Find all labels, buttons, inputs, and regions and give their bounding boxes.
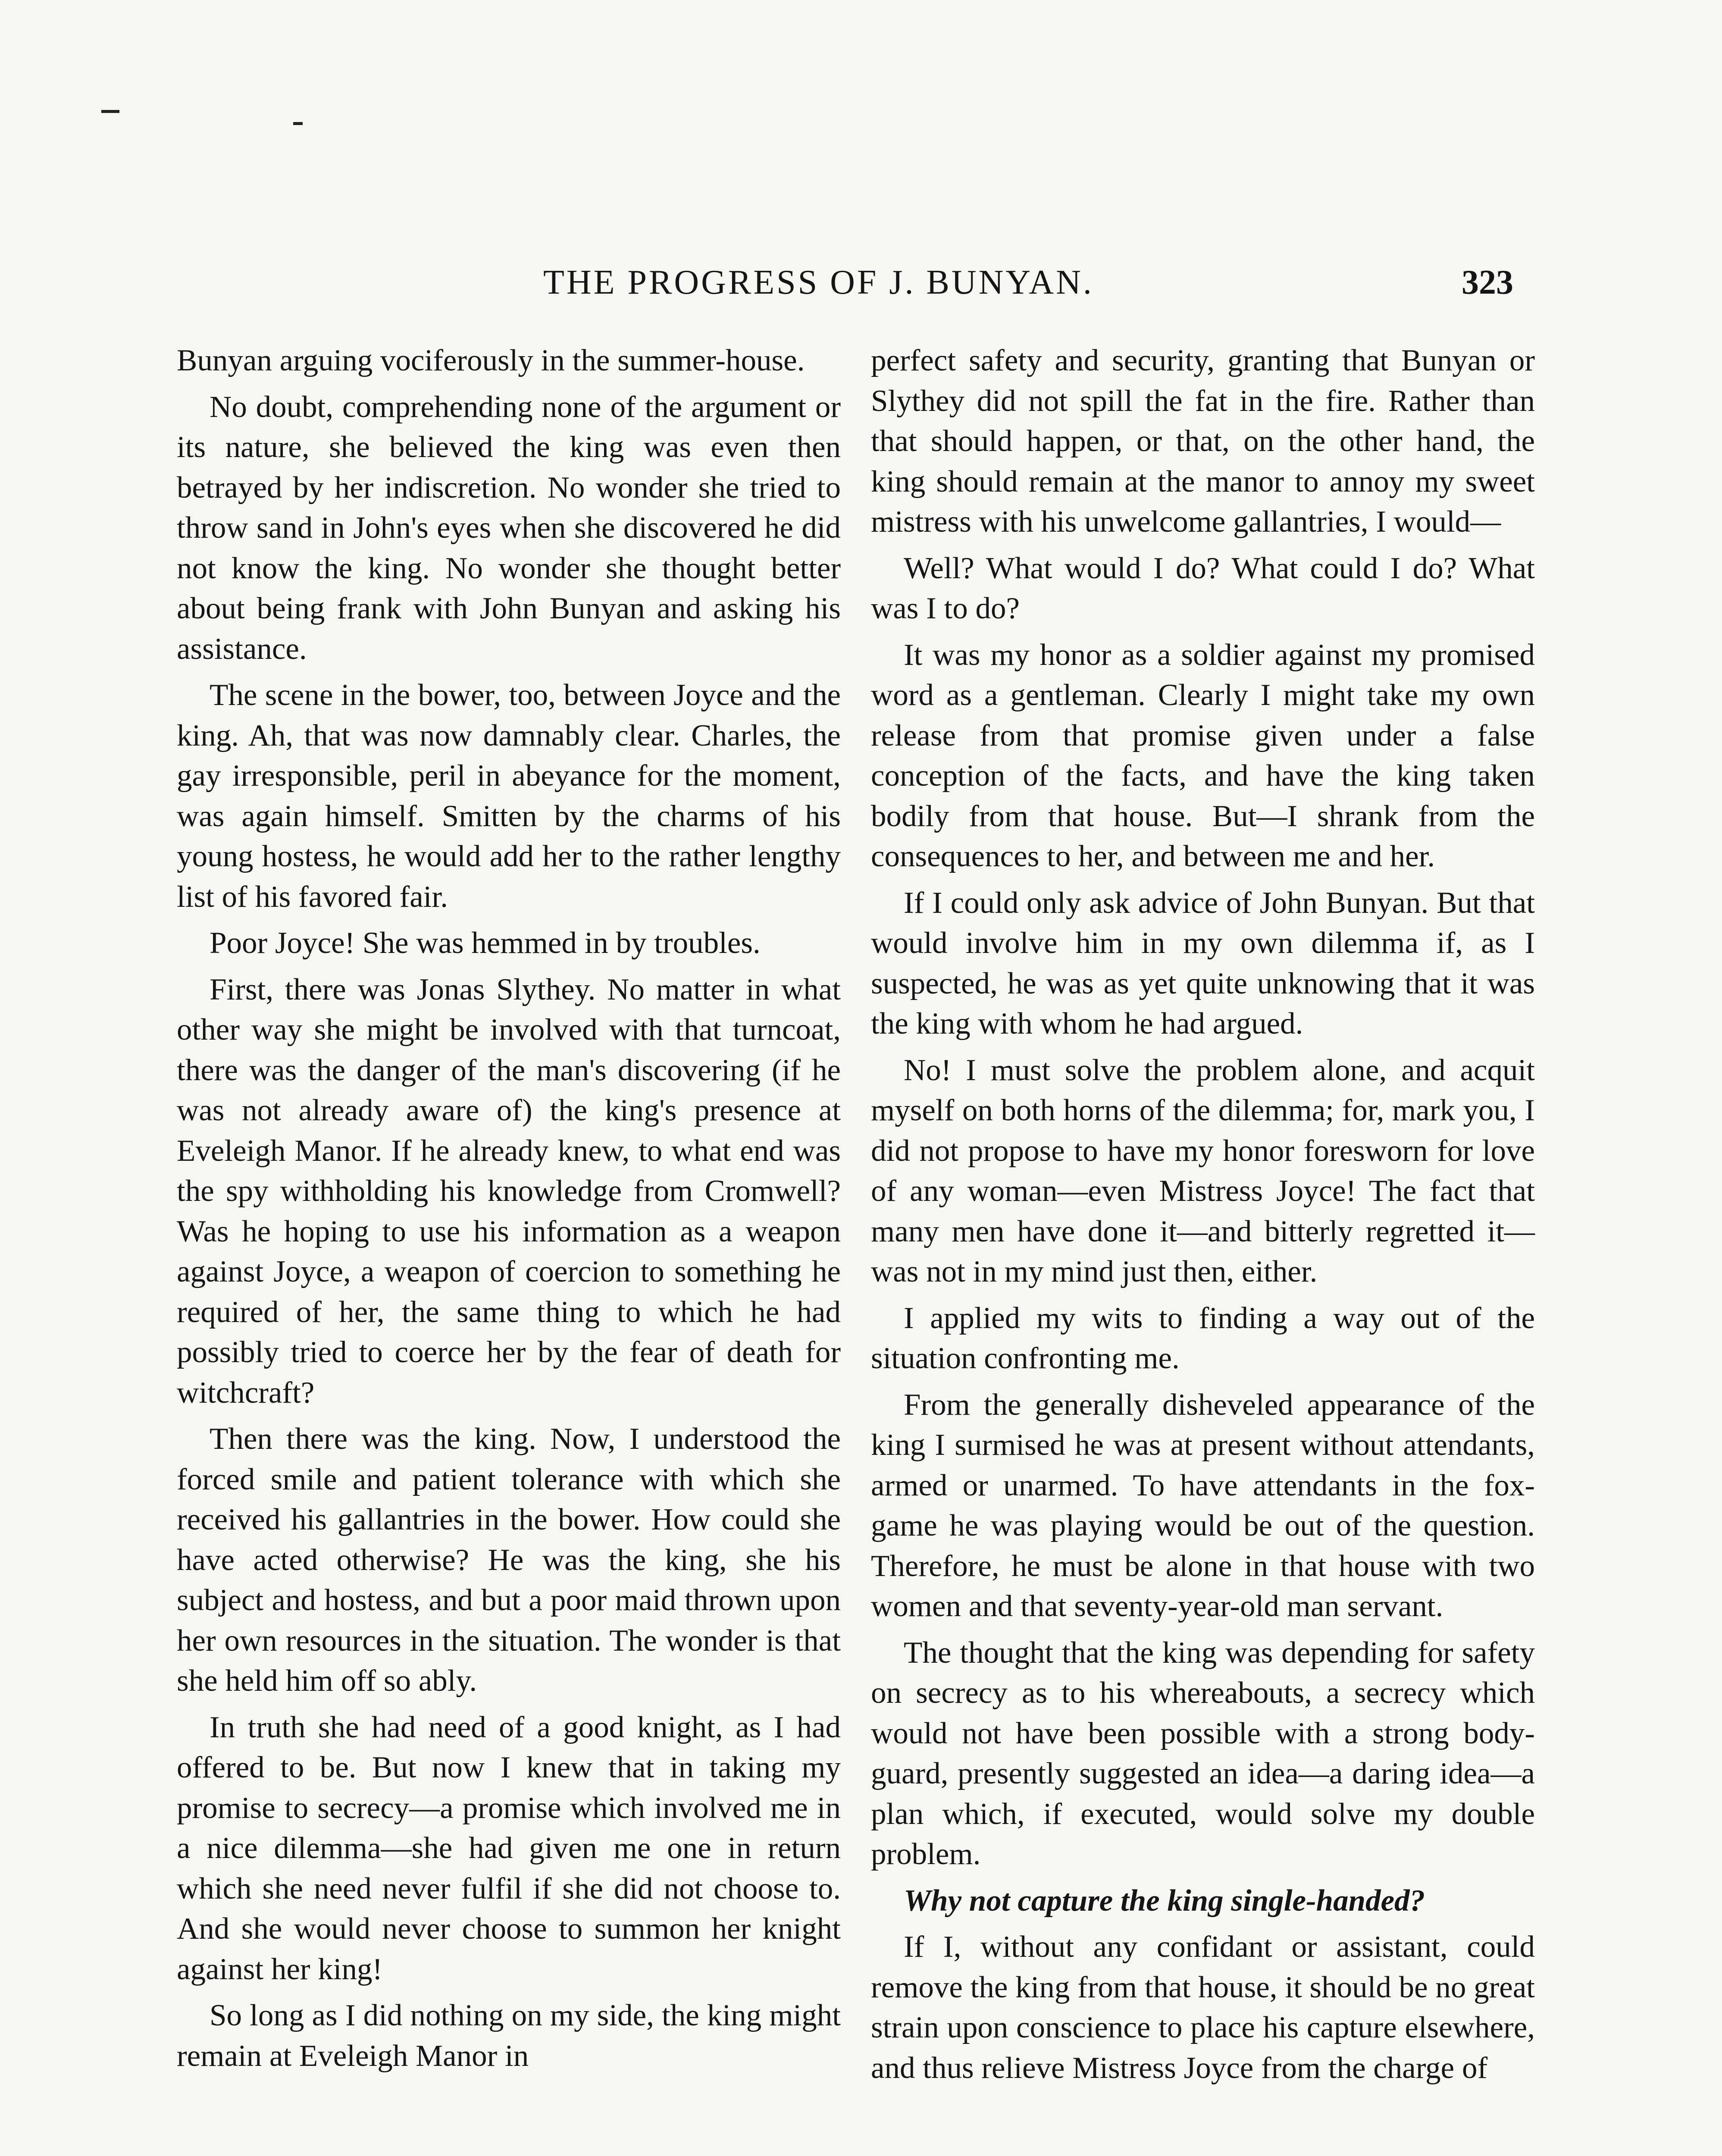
page-number: 323 bbox=[1462, 263, 1513, 301]
page-header bbox=[504, 263, 1513, 302]
paragraph: The scene in the bower, too, between Joyce and the king. Ah, that was now damnably clear. Charles, the gay irresponsible, peril in abeyance for the moment, was again himself. Smitten by the charms of his young hostess, he would add her to the rather lengthy list of his favored fair. bbox=[177, 678, 841, 914]
paragraph: No doubt, comprehending none of the argument or its nature, she believed the king was even then betrayed by her indiscretion. No wonder she tried to throw sand in John's eyes when she discovered he did not know the king. No wonder she thought better about being frank with John Bunyan and asking his assistance. bbox=[177, 390, 841, 666]
paragraph: It was my honor as a soldier against my promised word as a gentleman. Clearly I might take my own release from that promise given under a false conception of the facts, and have the king taken bodily from that house. But—I shrank from the consequences to her, and between me and her. bbox=[871, 638, 1535, 873]
paragraph: If I, without any confidant or assistant, could remove the king from that house, it should be no great strain upon conscience to place his capture elsewhere, and thus relieve Mistress Joyce from the charge of bbox=[871, 1930, 1535, 2085]
left-text-column bbox=[177, 341, 841, 2082]
paragraph: So long as I did nothing on my side, the king might remain at Eveleigh Manor in bbox=[177, 1999, 841, 2073]
paragraph: First, there was Jonas Slythey. No matter in what other way she might be involved with that turncoat, there was the danger of the man's discovering (if he was not already aware of) the king's presence at Eveleigh Manor. If he already knew, to what end was the spy withholding his knowledge from Cromwell? Was he hoping to use his information as a weapon against Joyce, a weapon of coercion to something he required of her, the same thing to which he had possibly tried to coerce her by the fear of death for witchcraft? bbox=[177, 972, 841, 1410]
paragraph: No! I must solve the problem alone, and acquit myself on both horns of the dilemma; for, mark you, I did not propose to have my honor foresworn for love of any woman—even Mistress Joyce! The fact that many men have done it—and bitterly regretted it—was not in my mind just then, either. bbox=[871, 1053, 1535, 1288]
paragraph: I applied my wits to finding a way out of the situation confronting me. bbox=[871, 1301, 1535, 1375]
scan-mark bbox=[101, 110, 119, 113]
paragraph: In truth she had need of a good knight, as I had offered to be. But now I knew that in taking my promise to secrecy—a promise which involved me in a nice dilemma—she had given me one in return which she need never fulfil if she did not choose to. And she would never choose to summon her knight against her king! bbox=[177, 1710, 841, 1986]
paragraph: The thought that the king was depending for safety on secrecy as to his whereabouts, a secrecy which would not have been possible with a strong body-guard, presently suggested an idea—a daring idea—a plan which, if executed, would solve my double problem. bbox=[871, 1636, 1535, 1871]
paragraph: Well? What would I do? What could I do? What was I to do? bbox=[871, 551, 1535, 625]
paragraph: From the generally disheveled appearance of the king I surmised he was at present without attendants, armed or unarmed. To have attendants in the fox-game he was playing would be out of the question. Therefore, he must be alone in that house with two women and that seventy-year-old man servant. bbox=[871, 1388, 1535, 1623]
running-title: THE PROGRESS OF J. BUNYAN. bbox=[543, 263, 1094, 301]
paragraph: perfect safety and security, granting that Bunyan or Slythey did not spill the fat in the fire. Rather than that should happen, or that, on the other hand, the king should remain at the manor to annoy my sweet mistress with his unwelcome gallantries, I would— bbox=[871, 344, 1535, 539]
paragraph: Bunyan arguing vociferously in the summer-house. bbox=[177, 344, 805, 377]
right-text-column bbox=[871, 341, 1535, 2094]
paragraph: Poor Joyce! She was hemmed in by troubles. bbox=[210, 926, 761, 960]
scan-mark bbox=[293, 122, 303, 125]
paragraph: Then there was the king. Now, I understood the forced smile and patient tolerance with which she received his gallantries in the bower. How could she have acted otherwise? He was the king, she his subject and hostess, and but a poor maid thrown upon her own resources in the situation. The wonder is that she held him off so ably. bbox=[177, 1422, 841, 1698]
paragraph: If I could only ask advice of John Bunyan. But that would involve him in my own dilemma if, as I suspected, he was as yet quite unknowing that it was the king with whom he had argued. bbox=[871, 886, 1535, 1040]
paragraph: Why not capture the king single-handed? bbox=[904, 1883, 1425, 1918]
